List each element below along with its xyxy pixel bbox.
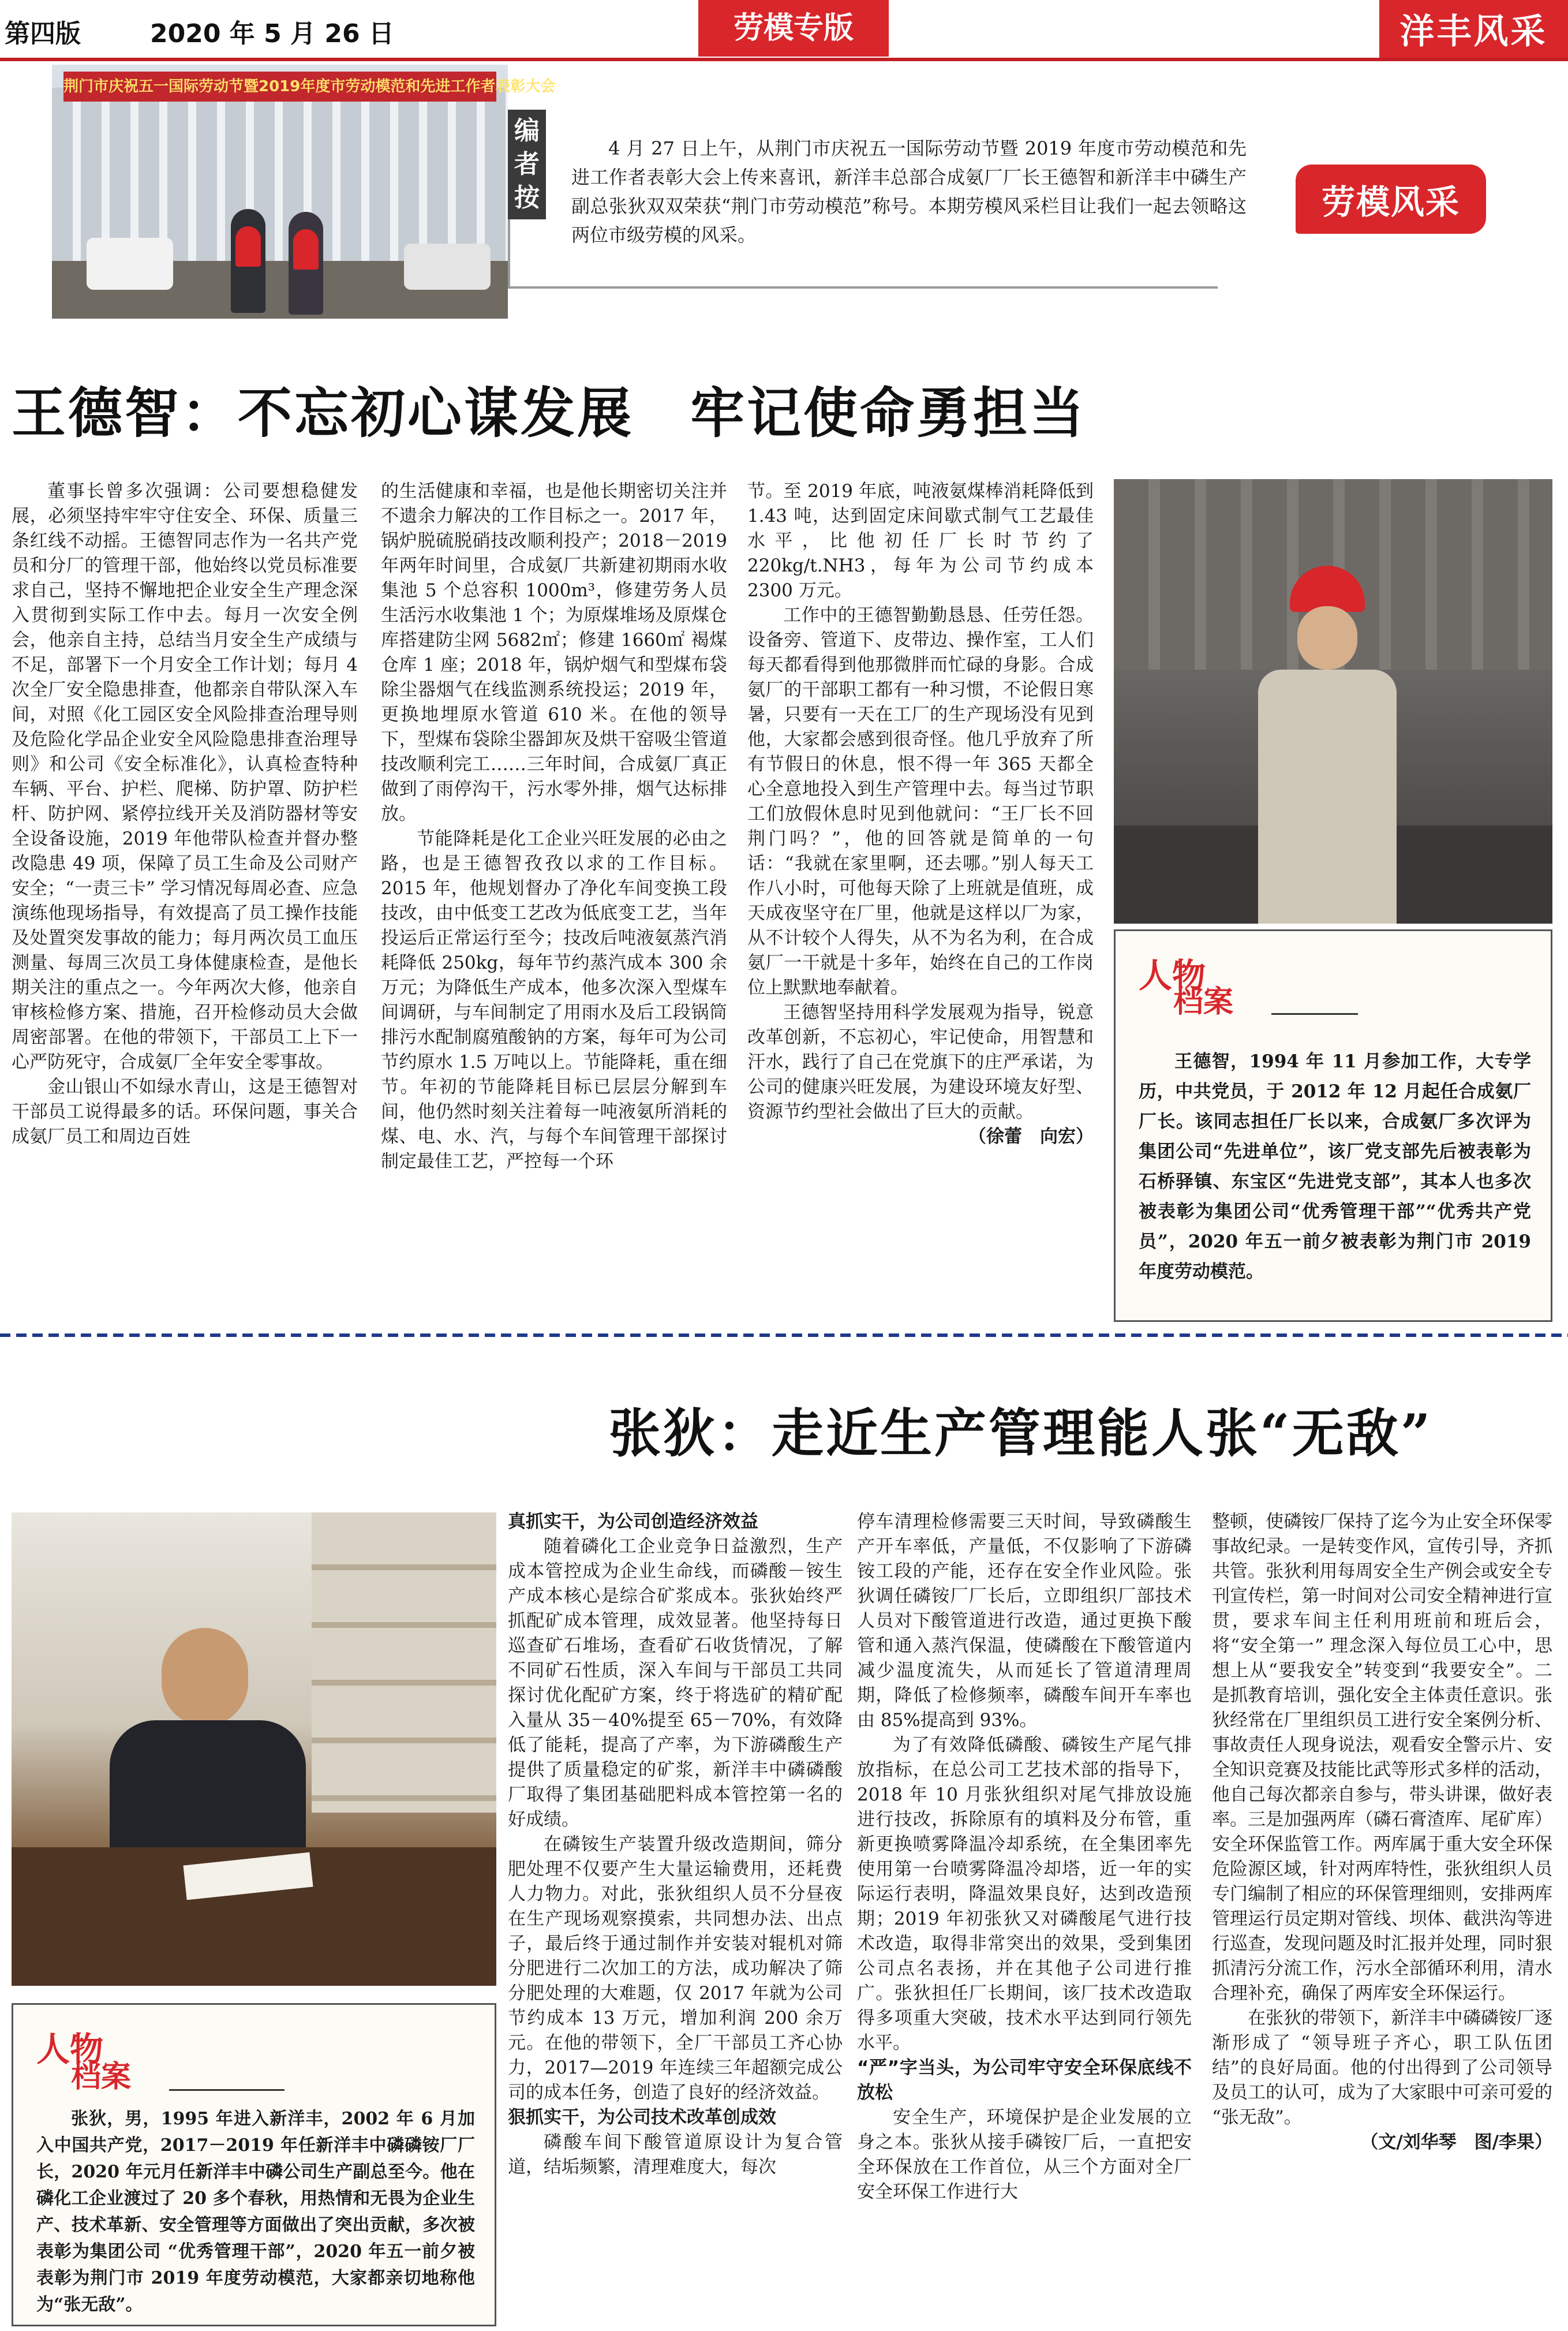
article1-paragraph: 节能降耗是化工企业兴旺发展的必由之路，也是王德智孜孜以求的工作目标。2015 年，他规划督办了净化车间变换工段技改，由中低变工艺改为低底变工艺，当年投运后正常运行至今；技改后吨液氨蒸汽消耗降低 250kg，每年节约蒸汽成本 300 余万元；为降低生产成本，他多次深入型煤车间调研，与车间制定了用雨水及后工段锅筒排污水配制腐殖酸钠的方案，每年可为公司节约原水 1.5 万吨以上。节能降耗，重在细节。年初的节能降耗目标已层层分解到车间，他仍然时刻关注着每一吨液氨所消耗的煤、电、水、汽，与每个车间管理干部探讨制定最佳工艺，严控每一个环	[381, 828, 727, 1172]
article1-column-3	[747, 479, 1094, 1149]
article2-column-1	[508, 1510, 843, 2180]
vehicle	[87, 238, 173, 290]
article2-paragraph: 安全生产，环境保护是企业发展的立身之本。张狄从接手磷铵厂后，一直把安全环保放在工作首位，从三个方面对全厂安全环保工作进行大	[857, 2107, 1192, 2202]
portrait-photo	[1114, 479, 1552, 924]
office-shelf	[312, 1512, 496, 1813]
person-head	[162, 1628, 248, 1726]
editor-note-label: 编 者 按	[508, 110, 546, 219]
article1-byline: （徐蕾 向宏）	[968, 1126, 1094, 1147]
profile-rule	[1271, 1013, 1358, 1015]
column-badge: 劳模风采	[1296, 165, 1486, 234]
article1-paragraph: 董事长曾多次强调：公司要想稳健发展，必须坚持牢牢守住安全、环保、质量三条红线不动摇。王德智同志作为一名共产党员和分厂的管理干部，他始终以党员标准要求自己，坚持不懈地把企业安全生产理念深入贯彻到实际工作中去。每月一次安全例会，他亲自主持，总结当月安全生产成绩与不足，部署下一个月安全工作计划；每月 4 次全厂安全隐患排查，他都亲自带队深入车间，对照《化工园区安全风险排查治理导则及危险化学品企业安全风险隐患排查治理导则》和公司《安全标准化》，认真检查特种车辆、平台、护栏、爬梯、防护罩、防护栏杆、防护网、紧停拉线开关及消防器材等安全设备设施，2019 年他带队检查并督办整改隐患 49 项，保障了员工生命及公司财产安全；“一责三卡” 学习情况每周必查、应急演练他现场指导，有效提高了员工操作技能及处置突发事故的能力；每月两次员工血压测量、每周三次员工身体健康检查，是他长期关注的重点之一。今年两次大修，他亲自审核检修方案、措施，召开检修动员大会做周密部署。在他的带领下，干部员工上下一心严防死守，合成氨厂全年安全零事故。	[12, 481, 358, 1073]
vehicle	[404, 244, 491, 290]
profile-heading: 人物	[36, 2030, 104, 2069]
header-rule	[0, 58, 1568, 61]
profile-text: 张狄，男，1995 年进入新洋丰，2002 年 6 月加入中国共产党，2017－2019 年任新洋丰中磷磷铵厂厂长，2020 年元月任新洋丰中磷公司生产副总至今。他在磷化工企业渡过了 20 多个春秋，用热情和无畏为企业生产、技术革新、安全管理等方面做出了突出贡献，多次被表彰为集团公司 “优秀管理干部”，2020 年五一前夕被表彰为荆门市 2019 年度劳动模范，大家都亲切地称他为“张无敌”。	[36, 2109, 475, 2315]
article1-paragraph: 节。至 2019 年底，吨液氨煤棒消耗降低到 1.43 吨，达到固定床间歇式制气工艺最佳水平，比他初任厂长时节约了 220kg/t.NH3，每年为公司节约成本 2300 万元。	[747, 481, 1094, 601]
article2-subheading: “严”字当头，为公司牢守安全环保底线不放松	[857, 2057, 1192, 2103]
profile-card	[1114, 929, 1552, 1322]
article2-paragraph: 为了有效降低磷酸、磷铵生产尾气排放指标，在总公司工艺技术部的指导下，2018 年 10 月张狄组织对尾气排放设施进行技改，拆除原有的填料及分布管，重新更换喷雾降温冷却系统，在全集团率先使用第一台喷雾降温冷却塔，近一年的实际运行表明，降温效果良好，达到改造预期；2019 年初张狄又对磷酸尾气进行技术改造，取得非常突出的效果，受到集团公司点名表扬，并在其他子公司进行推广。张狄担任厂长期间，该厂技术改造取得多项重大突破，技术水平达到同行领先水平。	[857, 1735, 1192, 2053]
profile-text: 王德智，1994 年 11 月参加工作，大专学历，中共党员，于 2012 年 12 月起任合成氨厂厂长。该同志担任厂长以来，合成氨厂多次评为集团公司“先进单位”，该厂党支部先后被表彰为石桥驿镇、东宝区“先进党支部”，其本人也多次被表彰为集团公司“优秀管理干部”“优秀共产党员”，2020 年五一前夕被表彰为荆门市 2019 年度劳动模范。	[1139, 1051, 1531, 1282]
masthead-logo: 洋丰风采	[1379, 0, 1568, 58]
header-left	[5, 5, 394, 58]
page-label: 第四版	[5, 19, 81, 48]
ceremony-banner: 荆门市庆祝五一国际劳动节暨2019年度市劳动模范和先进工作者表彰大会	[63, 72, 496, 102]
article2-paragraph: 整顿，使磷铵厂保持了迄今为止安全环保零事故纪录。一是转变作风，宣传引导，齐抓共管。张狄利用每周安全生产例会或安全专刊宣传栏，第一时间对公司安全精神进行宣贯，要求车间主任利用班前和班后会，将“安全第一” 理念深入每位员工心中，思想上从“要我安全”转变到“我要安全”。二是抓教育培训，强化安全主体责任意识。张狄经常在厂里组织员工进行安全案例分析、事故责任人现身说法，观看安全警示片、安全知识竞赛及技能比武等形式多样的活动，他自己每次都亲自参与，带头讲课，做好表率。三是加强两库（磷石膏渣库、尾矿库）安全环保监管工作。两库属于重大安全环保危险源区域，针对两库特性，张狄组织人员专门编制了相应的环保管理细则，安排两库管理运行员定期对管线、坝体、截洪沟等进行巡查，发现问题及时汇报并处理，同时狠抓清污分流工作，污水全部循环利用，清水合理补充，确保了两库安全环保运行。	[1212, 1511, 1552, 2004]
office-photo	[12, 1512, 496, 1986]
profile-rule	[169, 2089, 285, 2091]
article2-paragraph: 随着磷化工企业竞争日益激烈，生产成本管控成为企业生命线，而磷酸－铵生产成本核心是综合矿浆成本。张狄始终严抓配矿成本管理，成效显著。他坚持每日巡查矿石堆场，查看矿石收货情况，了解不同矿石性质，深入车间与干部员工共同探讨优化配矿方案，终于将选矿的精矿配入量从 35－40%提至 65－70%，有效降低了能耗，提高了产率，为下游磷酸生产提供了质量稳定的矿浆，新洋丰中磷磷酸厂取得了集团基础肥料成本管控第一名的好成绩。	[508, 1536, 843, 1830]
article2-byline: （文/刘华琴 图/李果）	[1360, 2132, 1552, 2153]
editor-note-text: 4 月 27 日上午，从荆门市庆祝五一国际劳动节暨 2019 年度市劳动模范和先进工作者表彰大会上传来喜讯，新洋丰总部合成氨厂厂长王德智和新洋丰中磷生产副总张狄双双荣获“荆门市劳动模范”称号。本期劳模风采栏目让我们一起去领略这两位市级劳模的风采。	[571, 137, 1247, 246]
article2-paragraph: 停车清理检修需要三天时间，导致磷酸生产开车率低，产量低，不仅影响了下游磷铵工段的产能，还存在安全作业风险。张狄调任磷铵厂厂长后，立即组织厂部技术人员对下酸管道进行改造，通过更换下酸管和通入蒸汽保温，使磷酸在下酸管道内减少温度流失，从而延长了管道清理周期，降低了检修频率，磷酸车间开车率也由 85%提高到 93%。	[857, 1511, 1192, 1731]
profile-subheading: 档案	[1173, 985, 1234, 1019]
section-tag: 劳模专版	[698, 0, 889, 57]
article2-subheading: 真抓实干，为公司创造经济效益	[508, 1511, 758, 1532]
profile-card	[12, 2003, 496, 2326]
worker-body	[1258, 670, 1397, 924]
article1-headline: 王德智：不忘初心谋发展 牢记使命勇担当	[12, 382, 1087, 445]
article2-column-3	[1212, 1510, 1552, 2155]
article2-column-2	[857, 1510, 1192, 2205]
issue-date: 2020 年 5 月 26 日	[150, 19, 394, 48]
article2-paragraph: 磷酸车间下酸管道原设计为复合管道，结垢频繁，清理难度大，每次	[508, 2132, 843, 2177]
article1-paragraph: 工作中的王德智勤勤恳恳、任劳任怨。设备旁、管道下、皮带边、操作室，工人们每天都看得到他那微胖而忙碌的身影。合成氨厂的干部职工都有一种习惯，不论假日寒暑，只要有一天在工厂的生产现场没有见到他，大家都会感到很奇怪。他几乎放弃了所有节假日的休息，恨不得一年 365 天都全心全意地投入到生产管理中去。每当过节职工们放假休息时见到他就问：“王厂长不回荆门吗？”，他的回答就是简单的一句话：“我就在家里啊，还去哪。”别人每天工作八小时，可他每天除了上班就是值班，成天成夜坚守在厂里，他就是这样以厂为家，从不计较个人得失，从不为名为利，在合成氨厂一干就是十多年，始终在自己的工作岗位上默默地奉献着。	[747, 605, 1094, 998]
building-facade	[52, 88, 508, 261]
article2-headline: 张狄：走近生产管理能人张“无敌”	[609, 1403, 1433, 1464]
article2-subheading: 狠抓实干，为公司技术改革创成效	[508, 2107, 776, 2128]
honoree-sash	[235, 226, 261, 267]
article1-column-1	[12, 479, 358, 1149]
article2-paragraph: 在磷铵生产装置升级改造期间，筛分肥处理不仅要产生大量运输费用，还耗费人力物力。对此，张狄组织人员不分昼夜在生产现场观察摸索，共同想办法、出点子，最后终于通过制作并安装对辊机对筛分肥进行二次加工的方法，成功解决了筛分肥处理的大难题，仅 2017 年就为公司节约成本 13 万元，增加利润 200 余万元。在他的带领下，全厂干部员工齐心协力，2017—2019 年连续三年超额完成公司的成本任务，创造了良好的经济效益。	[508, 1834, 843, 2103]
profile-heading: 人物	[1139, 956, 1206, 995]
article1-paragraph: 王德智坚持用科学发展观为指导，锐意改革创新，不忘初心，牢记使命，用智慧和汗水，践行了自己在党旗下的庄严承诺，为公司的健康兴旺发展，为建设环境友好型、资源节约型社会做出了巨大的贡献。	[747, 1002, 1094, 1122]
section-divider	[0, 1333, 1568, 1337]
article2-paragraph: 在张狄的带领下，新洋丰中磷磷铵厂逐渐形成了 “领导班子齐心，职工队伍团结”的良好局面。他的付出得到了公司领导及员工的认可，成为了大家眼中可亲可爱的 “张无敌”。	[1212, 2008, 1552, 2128]
worker-face	[1297, 606, 1357, 670]
article1-paragraph: 金山银山不如绿水青山，这是王德智对干部员工说得最多的话。环保问题，事关合成氨厂员工和周边百姓	[12, 1077, 358, 1147]
profile-subheading: 档案	[71, 2060, 132, 2094]
article1-column-2	[381, 479, 727, 1174]
honoree-sash	[293, 229, 319, 270]
article1-paragraph: 的生活健康和幸福，也是他长期密切关注并不遗余力解决的工作目标之一。2017 年，锅炉脱硫脱硝技改顺利投产；2018－2019 年两年时间里，合成氨厂共新建初期雨水收集池 5 个总容积 1000m³，修建劳务人员生活污水收集池 1 个；为原煤堆场及原煤仓库搭建防尘网 5682㎡；修建 1660㎡ 褐煤仓库 1 座；2018 年，锅炉烟气和型煤布袋除尘器烟气在线监测系统投运；2019 年，更换地埋原水管道 610 米。在他的领导下，型煤布袋除尘器卸灰及烘干窑吸尘管道技改顺利完工……三年时间，合成氨厂真正做到了雨停沟干，污水零外排，烟气达标排放。	[381, 481, 727, 824]
